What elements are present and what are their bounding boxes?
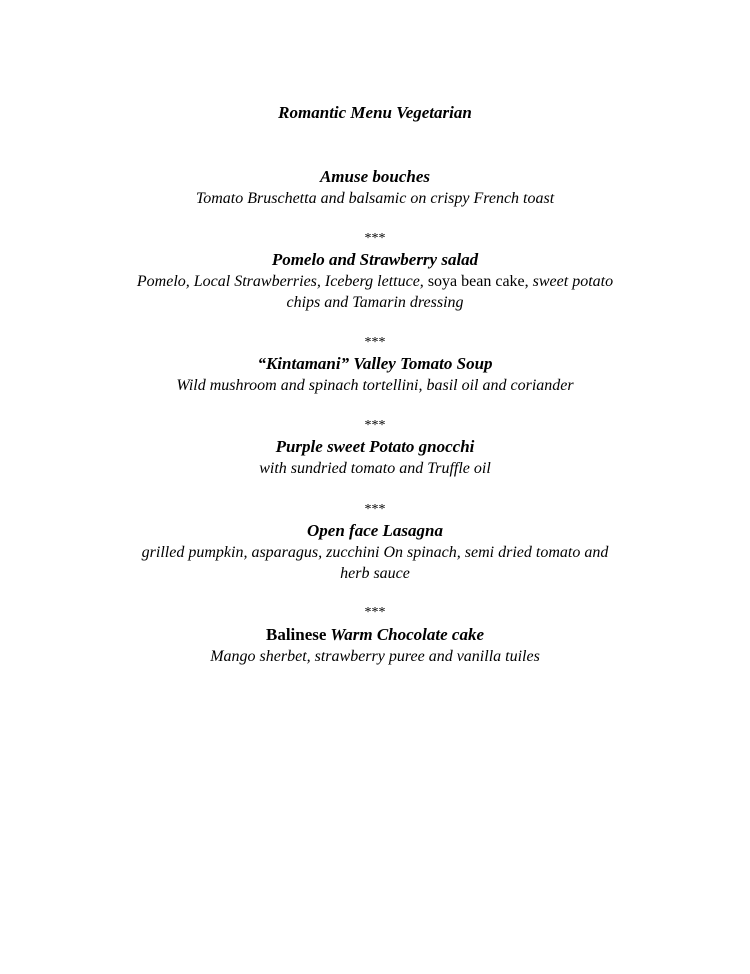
course-pomelo-salad (120, 249, 630, 313)
course-potato-gnocchi (120, 436, 630, 479)
menu-title: Romantic Menu Vegetarian (278, 103, 472, 122)
dish-description (120, 271, 630, 313)
course-separator: *** (364, 605, 386, 620)
dish-description: Wild mushroom and spinach tortellini, basil oil and coriander (176, 377, 574, 394)
course-tomato-soup (120, 353, 630, 396)
dish-name-part: Balinese (265, 625, 327, 644)
dish-description-part: soya bean cake, (423, 273, 529, 290)
course-open-face-lasagna (128, 520, 622, 584)
dish-name: Amuse bouches (319, 167, 431, 186)
dish-name: Purple sweet Potato gnocchi (275, 437, 475, 456)
dish-description: grilled pumpkin, asparagus, zucchini On spinach, semi dried tomato and herb sauce (141, 544, 609, 582)
dish-name-part: Warm Chocolate cake (326, 625, 484, 644)
dish-name: “Kintamani” Valley Tomato Soup (257, 354, 493, 373)
dish-name: Open face Lasagna (307, 521, 443, 540)
dish-description: with sundried tomato and Truffle oil (259, 460, 491, 477)
dish-description: Mango sherbet, strawberry puree and vanilla tuiles (210, 648, 540, 665)
course-chocolate-cake (120, 624, 630, 667)
course-separator: *** (364, 231, 386, 246)
course-amuse-bouches (120, 166, 630, 209)
dish-name: Pomelo and Strawberry salad (271, 250, 479, 269)
dish-description: Tomato Bruschetta and balsamic on crispy French toast (195, 190, 555, 207)
dish-name (120, 624, 630, 646)
dish-description-part: sweet potato chips and Tamarin dressing (286, 273, 614, 311)
course-separator: *** (364, 502, 386, 517)
course-separator: *** (364, 418, 386, 433)
course-separator: *** (364, 335, 386, 350)
dish-description-part: Pomelo, Local Strawberries, Iceberg lettuce, (136, 273, 424, 290)
